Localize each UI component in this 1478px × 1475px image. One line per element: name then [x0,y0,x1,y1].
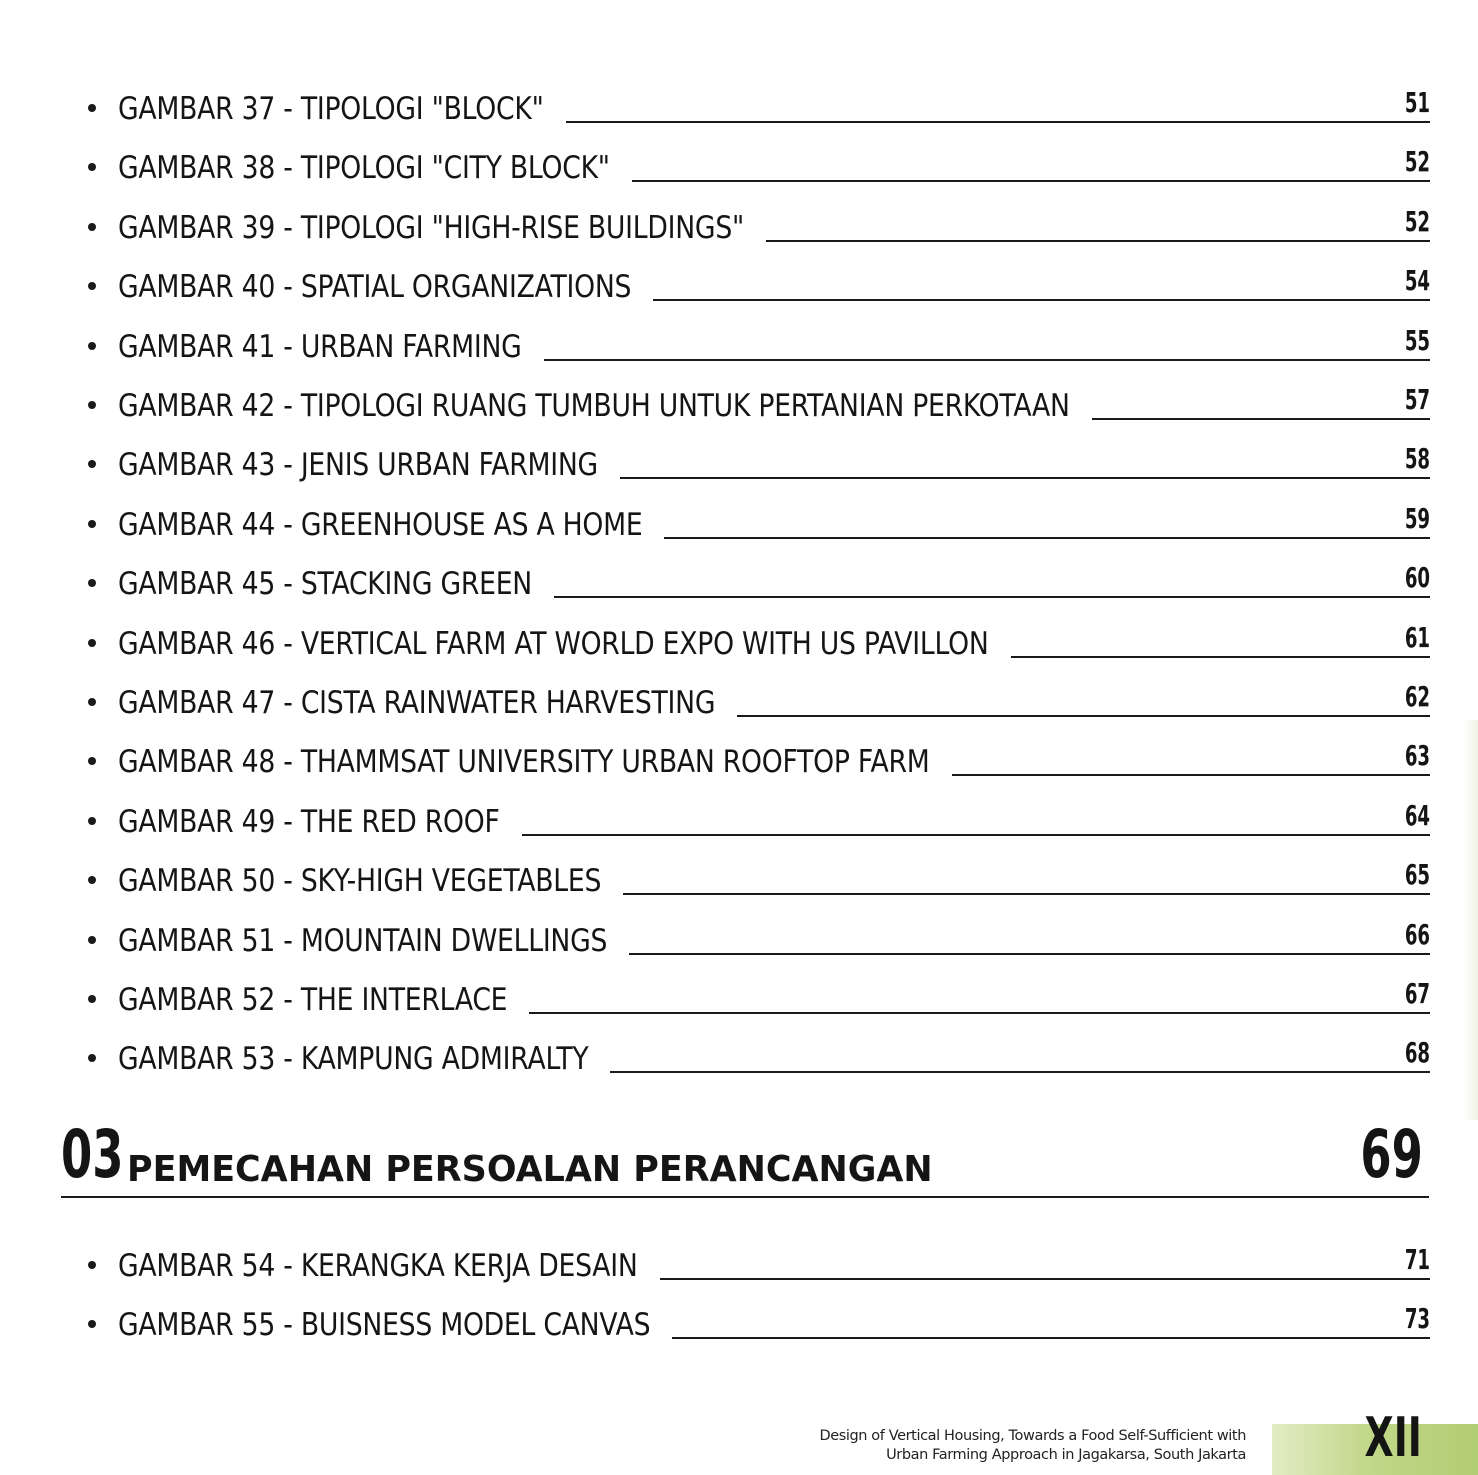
toc-page-number: 68 [1404,1036,1430,1070]
bullet-icon [88,223,96,231]
toc-entry-label: GAMBAR 40 - SPATIAL ORGANIZATIONS [118,269,632,306]
toc-page-number: 63 [1404,739,1430,773]
toc-entry[interactable] [88,137,1430,187]
bullet-icon [88,401,96,409]
toc-entry[interactable] [88,791,1430,841]
toc-entry-label: GAMBAR 54 - KERANGKA KERJA DESAIN [118,1248,638,1284]
toc-entry-label: GAMBAR 37 - TIPOLOGI "BLOCK" [118,91,544,127]
toc-entry[interactable] [88,494,1430,544]
toc-page-number: 61 [1404,620,1430,654]
leader-line [664,537,1430,539]
bullet-icon [88,995,96,1003]
toc-entry-label: GAMBAR 53 - KAMPUNG ADMIRALTY [118,1041,589,1078]
leader-line [632,180,1430,182]
bullet-icon [88,1261,96,1269]
toc-entry-label: GAMBAR 52 - THE INTERLACE [118,982,508,1018]
toc-page-number: 65 [1404,858,1430,892]
leader-line [554,596,1430,598]
leader-line [620,477,1430,479]
footer-line-1: Design of Vertical Housing, Towards a Food Self-Sufficient with [819,1428,1246,1444]
toc-page-number: 59 [1404,501,1430,535]
toc-page-number: 71 [1404,1243,1430,1276]
section-number: 03 [61,1116,124,1193]
toc-entry[interactable] [88,1028,1430,1078]
toc-entry[interactable] [88,375,1430,425]
bullet-icon [88,163,96,171]
leader-line [1011,656,1430,658]
toc-entry[interactable] [88,553,1430,603]
toc-entry[interactable] [88,78,1430,128]
bullet-icon [88,579,96,587]
toc-entry[interactable] [88,1235,1430,1285]
toc-page-number: 58 [1404,442,1430,476]
bullet-icon [88,817,96,825]
bullet-icon [88,520,96,528]
section-title: PEMECAHAN PERSOALAN PERANCANGAN [127,1149,933,1190]
page-folio: XII [1364,1406,1422,1469]
bullet-icon [88,1320,96,1328]
leader-line [660,1278,1430,1280]
leader-line [544,359,1430,361]
toc-page-number: 57 [1404,383,1430,416]
toc-entry-label: GAMBAR 49 - THE RED ROOF [118,803,500,840]
leader-line [653,299,1430,301]
toc-page-number: 62 [1404,680,1430,713]
toc-entry[interactable] [88,197,1430,247]
toc-page-number: 60 [1404,561,1430,595]
bullet-icon [88,1054,96,1062]
leader-line [623,893,1430,895]
leader-line [672,1337,1430,1339]
toc-entry-label: GAMBAR 48 - THAMMSAT UNIVERSITY URBAN ROOFTOP FARM [118,744,930,781]
footer-caption [819,1427,1246,1465]
toc-entry-label: GAMBAR 45 - STACKING GREEN [118,566,532,603]
toc-page-number: 64 [1404,798,1430,832]
toc-entry-label: GAMBAR 46 - VERTICAL FARM AT WORLD EXPO WITH US PAVILLON [118,625,989,662]
toc-entry-label: GAMBAR 55 - BUISNESS MODEL CANVAS [118,1307,651,1343]
leader-line [766,240,1430,242]
toc-page-number: 54 [1404,264,1430,298]
bullet-icon [88,936,96,944]
toc-entry[interactable] [88,910,1430,960]
leader-line [529,1012,1430,1014]
toc-entry[interactable] [88,1294,1430,1344]
toc-entry[interactable] [88,256,1430,306]
bullet-icon [88,282,96,290]
toc-page-number: 52 [1404,145,1430,179]
toc-entry[interactable] [88,672,1430,722]
bullet-icon [88,639,96,647]
bullet-icon [88,698,96,706]
bullet-icon [88,342,96,350]
leader-line [629,953,1430,955]
toc-page-number: 55 [1404,323,1430,357]
bullet-icon [88,876,96,884]
section-heading[interactable] [61,1112,1429,1198]
toc-entry-label: GAMBAR 41 - URBAN FARMING [118,328,522,365]
toc-entry-label: GAMBAR 51 - MOUNTAIN DWELLINGS [118,922,608,959]
toc-entry-label: GAMBAR 47 - CISTA RAINWATER HARVESTING [118,685,716,721]
toc-entry-label: GAMBAR 44 - GREENHOUSE AS A HOME [118,506,643,543]
toc-entry[interactable] [88,434,1430,484]
page-edge-shade [1464,720,1478,1120]
toc-entry[interactable] [88,850,1430,900]
leader-line [566,121,1430,123]
toc-page-number: 73 [1404,1302,1430,1335]
toc-entry-label: GAMBAR 50 - SKY-HIGH VEGETABLES [118,863,602,900]
toc-page-number: 66 [1404,917,1430,951]
bullet-icon [88,104,96,112]
toc-entry[interactable] [88,969,1430,1019]
toc-entry-label: GAMBAR 38 - TIPOLOGI "CITY BLOCK" [118,150,610,187]
leader-line [1092,418,1430,420]
toc-page-number: 67 [1404,977,1430,1010]
bullet-icon [88,460,96,468]
toc-entry[interactable] [88,731,1430,781]
toc-entry-label: GAMBAR 43 - JENIS URBAN FARMING [118,447,598,484]
section-page-number: 69 [1360,1116,1423,1193]
toc-entry[interactable] [88,613,1430,663]
toc-entry-label: GAMBAR 42 - TIPOLOGI RUANG TUMBUH UNTUK PERTANIAN PERKOTAAN [118,388,1070,424]
leader-line [737,715,1430,717]
footer-line-2: Urban Farming Approach in Jagakarsa, South Jakarta [886,1447,1246,1463]
leader-line [522,834,1430,836]
toc-page-number: 52 [1404,204,1430,238]
bullet-icon [88,757,96,765]
toc-entry-label: GAMBAR 39 - TIPOLOGI "HIGH-RISE BUILDINGS" [118,209,744,246]
toc-page-number: 51 [1404,86,1430,119]
leader-line [952,774,1431,776]
leader-line [610,1071,1430,1073]
toc-entry[interactable] [88,316,1430,366]
